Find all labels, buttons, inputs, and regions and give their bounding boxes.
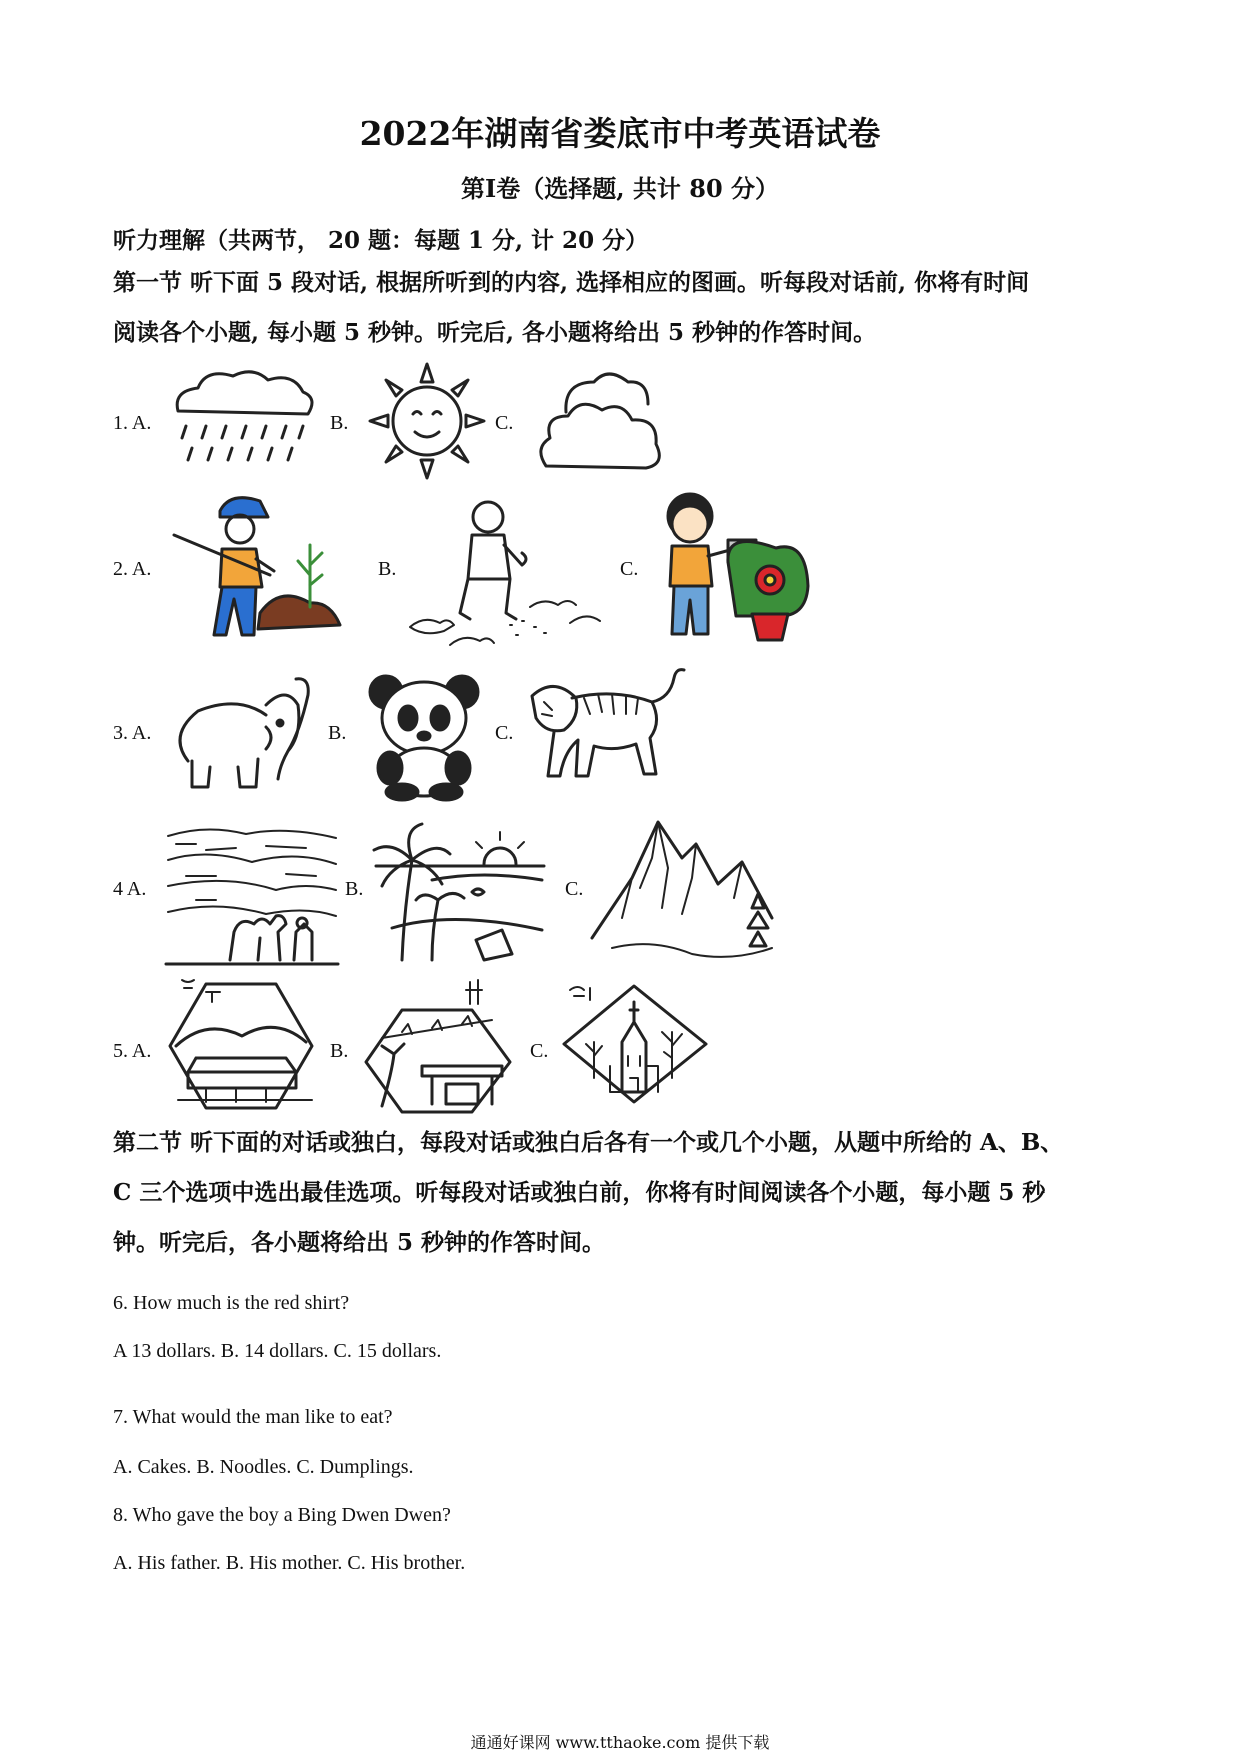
panda-icon [368, 672, 480, 800]
section2-line: 第二节 听下面的对话或独白，每段对话或独白后各有一个或几个小题，从题中所给的 A、B、 [113, 1129, 1064, 1156]
question-6-options: A 13 dollars. B. 14 dollars. C. 15 dollars. [113, 1340, 442, 1362]
section1-instructions [113, 258, 1133, 358]
tiger-icon [524, 668, 686, 790]
part-heading: 第I卷（选择题, 共计 80 分） [460, 174, 780, 203]
section1-line: 第一节 听下面 5 段对话, 根据所听到的内容, 选择相应的图画。听每段对话前, 你将有时间 [113, 269, 1030, 296]
section2-line: C 三个选项中选出最佳选项。听每段对话或独白前，你将有时间阅读各个小题，每小题 5 秒 [113, 1179, 1046, 1206]
question-4-option-b: B. [345, 878, 364, 900]
smiling-sun-icon [368, 362, 486, 480]
question-2-option-a: 2. A. [113, 558, 152, 580]
winter-scene-icon [560, 982, 710, 1104]
beach-palm-icon [372, 820, 544, 968]
rain-cloud-icon [168, 366, 318, 476]
page-title: 2022年湖南省娄底市中考英语试卷 [359, 114, 881, 153]
summer-scene-icon [166, 978, 318, 1114]
footer-watermark: 通通好课网 www.tthaoke.com 提供下载 [470, 1733, 770, 1752]
question-8-options: A. His father. B. His mother. C. His brother. [113, 1552, 466, 1574]
question-4-option-c: C. [565, 878, 584, 900]
question-1-option-c: C. [495, 412, 514, 434]
boy-watering-flowers-icon [656, 490, 816, 645]
section2-line: 钟。听完后，各小题将给出 5 秒钟的作答时间。 [113, 1229, 606, 1256]
cloudy-icon [536, 368, 664, 478]
listening-heading: 听力理解（共两节， 20 题：每题 1 分, 计 20 分） [113, 227, 649, 254]
question-2-option-c: C. [620, 558, 639, 580]
elephant-icon [168, 675, 320, 795]
boy-planting-tree-icon [170, 495, 370, 645]
question-5-option-b: B. [330, 1040, 349, 1062]
autumn-scene-icon [362, 980, 514, 1114]
mountain-icon [592, 818, 774, 968]
question-1-option-b: B. [330, 412, 349, 434]
question-7: 7. What would the man like to eat? [113, 1406, 393, 1428]
question-5-option-a: 5. A. [113, 1040, 152, 1062]
question-2-option-b: B. [378, 558, 397, 580]
question-6: 6. How much is the red shirt? [113, 1292, 350, 1314]
desert-camel-icon [166, 820, 338, 968]
question-3-option-b: B. [328, 722, 347, 744]
question-8: 8. Who gave the boy a Bing Dwen Dwen? [113, 1504, 451, 1526]
question-5-option-c: C. [530, 1040, 549, 1062]
section1-line: 阅读各个小题, 每小题 5 秒钟。听完后, 各小题将给出 5 秒钟的作答时间。 [113, 319, 877, 346]
question-3-option-c: C. [495, 722, 514, 744]
question-3-option-a: 3. A. [113, 722, 152, 744]
section2-instructions [113, 1118, 1133, 1268]
question-7-options: A. Cakes. B. Noodles. C. Dumplings. [113, 1456, 414, 1478]
question-4-option-a: 4 A. [113, 878, 147, 900]
question-1-option-a: 1. A. [113, 412, 152, 434]
boy-feeding-chickens-icon [410, 495, 620, 645]
